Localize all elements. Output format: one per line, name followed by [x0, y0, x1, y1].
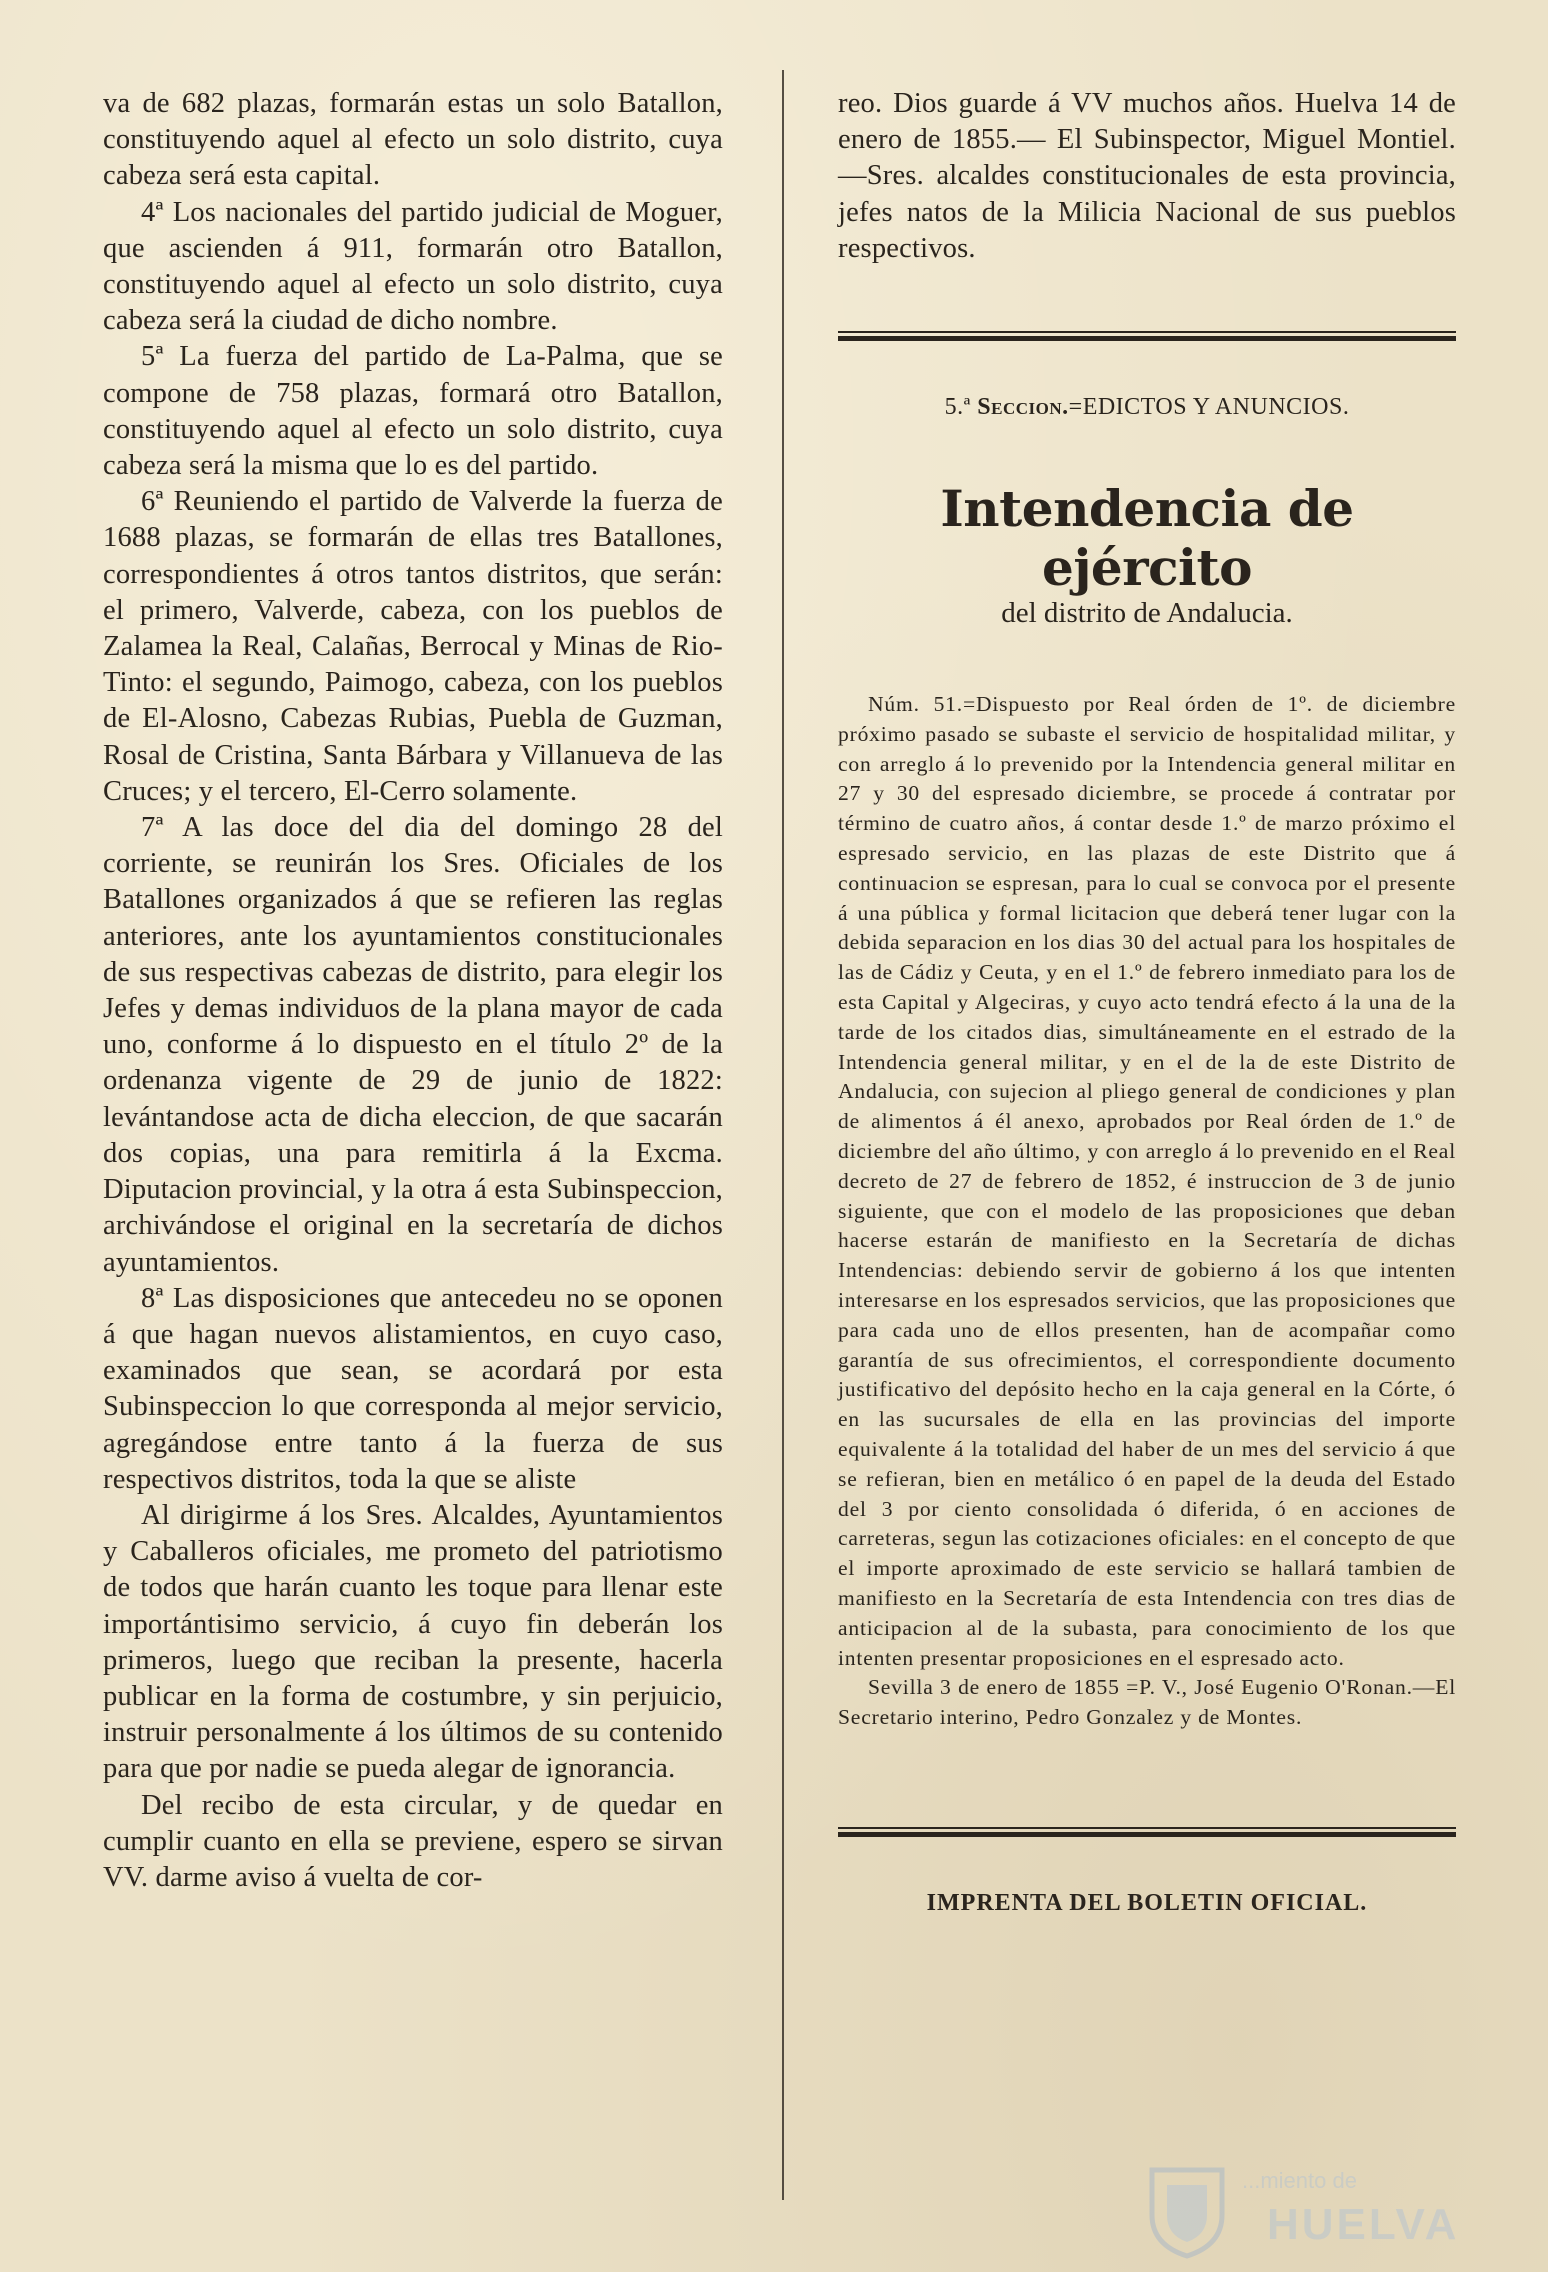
article-paragraph: 4ª Los nacionales del partido judicial de Moguer, que ascienden á 911, formarán otro Batallon, constituyendo aquel al efecto un solo distrito, cuya cabeza será la ciudad de dicho nombre.: [103, 196, 723, 337]
section-title: =EDICTOS Y ANUNCIOS.: [1068, 394, 1350, 421]
section-number: 5.ª: [944, 394, 971, 421]
article-paragraph: 5ª La fuerza del partido de La-Palma, que se compone de 758 plazas, formará otro Batallon, constituyendo aquel al efecto un solo distrito, cuya cabeza será la misma que lo es del partido.: [103, 341, 723, 482]
notice-subtitle: del distrito de Andalucia.: [1001, 597, 1293, 630]
section-label: Seccion.: [977, 394, 1069, 421]
archive-watermark: [1142, 2160, 1472, 2260]
notice-paragraph: Núm. 51.=Dispuesto por Real órden de 1º. de diciembre próximo pasado se subaste el servicio de hospitalidad militar, y con arreglo á lo prevenido por la Intendencia general militar en 27 y 30 del espresado diciembre, se procede á contratar por término de cuatro años, á contar desde 1.º de marzo próximo el espresado servicio, en las plazas de este Distrito que á continuacion se espresan, para lo cual se convoca por el presente á una pública y formal licitacion que deberá tener lugar con la debida separacion en los dias 30 del actual para los hospitales de las de Cádiz y Ceuta, y en el 1.º de febrero inmediato para los de esta Capital y Algeciras, y cuyo acto tendrá efecto á la una de la tarde de los citados dias, simultáneamente en el estrado de la Intendencia general militar, y en el de la de este Distrito de Andalucia, con sujecion al pliego general de condiciones y plan de alimentos á él anexo, aprobados por Real órden de 1.º de diciembre del año último, y con arreglo á lo prevenido en el Real decreto de 27 de febrero de 1852, é instruccion de 3 de junio siguiente, que con el modelo de las proposiciones que deban hacerse estarán de manifiesto en la Secretaría de dichas Intendencias: debiendo servir de gobierno á los que intenten interesarse en los espresados servicios, que las proposiciones que para cada uno de ellos presenten, han de acompañar como garantía de sus ofrecimientos, el correspondiente documento justificativo del depósito hecho en la caja general en la Córte, ó en las sucursales de ella en las provincias del importe equivalente á la totalidad del haber de un mes del servicio á que se refieran, bien en metálico ó en papel de la deuda del Estado del 3 por ciento consolidada ó diferida, ó en acciones de carreteras, segun las cotizaciones oficiales: en el concepto de que el importe aproximado de este servicio se hallará tambien de manifiesto en la Secretaría de esta Intendencia con tres dias de anticipacion al de la subasta, para conocimiento de los que intenten presentar proposiciones en el espresado acto.: [838, 692, 1456, 1670]
notice-paragraph: Sevilla 3 de enero de 1855 =P. V., José Eugenio O'Ronan.—El Secretario interino, Pedro Gonzalez y de Montes.: [838, 1675, 1456, 1730]
left-column: [103, 86, 723, 1896]
article-paragraph: Del recibo de esta circular, y de quedar en cumplir cuanto en ella se previene, espero se sirvan VV. darme aviso á vuelta de cor-: [103, 1789, 723, 1893]
notice-body: [838, 690, 1456, 1733]
article-paragraph: 8ª Las disposiciones que antecedeu no se oponen á que hagan nuevos alistamientos, en cuyo caso, examinados que sean, se acordará por esta Subinspeccion lo que corresponda al mejor servicio, agregándose entre tanto á la fuerza de sus respectivos distritos, toda la que se aliste: [103, 1282, 723, 1495]
coat-of-arms-icon: [1142, 2160, 1232, 2260]
watermark-small-text: ...miento de: [1242, 2168, 1357, 2193]
column-divider: [782, 70, 784, 2200]
section-heading: [838, 394, 1456, 421]
end-divider: [838, 1825, 1456, 1838]
notice-title: Intendencia de ejército: [940, 479, 1354, 598]
section-divider: [838, 329, 1456, 342]
closing-paragraph: reo. Dios guarde á VV muchos años. Huelva 14 de enero de 1855.— El Subinspector, Miguel Montiel.—Sres. alcaldes constitucionales de esta provincia, jefes natos de la Milicia Nacional de sus pueblos respectivos.: [838, 88, 1456, 264]
article-paragraph: Al dirigirme á los Sres. Alcaldes, Ayuntamientos y Caballeros oficiales, me prometo del patriotismo de todos que harán cuanto les toque para llenar este importántisimo servicio, á cuyo fin deberán los primeros, luego que reciban la presente, hacerla publicar en la forma de costumbre, y sin perjuicio, instruir personalmente á los últimos de su contenido para que por nadie se pueda alegar de ignorancia.: [103, 1499, 723, 1785]
article-paragraph: va de 682 plazas, formarán estas un solo Batallon, constituyendo aquel al efecto un solo distrito, cuya cabeza será esta capital.: [103, 88, 723, 192]
printer-imprint: IMPRENTA DEL BOLETIN OFICIAL.: [926, 1889, 1368, 1916]
article-paragraph: 6ª Reuniendo el partido de Valverde la fuerza de 1688 plazas, se formarán de ellas tres Batallones, correspondientes á otros tantos distritos, que serán: el primero, Valverde, cabeza, con los pueblos de Zalamea la Real, Calañas, Berrocal y Minas de Rio-Tinto: el segundo, Paimogo, cabeza, con los pueblos de El-Alosno, Cabezas Rubias, Puebla de Guzman, Rosal de Cristina, Santa Bárbara y Villanueva de las Cruces; y el tercero, El-Cerro solamente.: [103, 486, 723, 807]
watermark-big-text: HUELVA: [1267, 2200, 1460, 2249]
right-column: [838, 86, 1456, 1917]
article-paragraph: 7ª A las doce del dia del domingo 28 del corriente, se reunirán los Sres. Oficiales de los Batallones organizados á que se refieren las reglas anteriores, ante los ayuntamientos constitucionales de sus respectivas cabezas de distrito, para elegir los Jefes y demas individuos de la plana mayor de cada uno, conforme á lo dispuesto en el título 2º de la ordenanza vigente de 29 de junio de 1822: levántandose acta de dicha eleccion, de que sacarán dos copias, una para remitirla á la Excma. Diputacion provincial, y la otra á esta Subinspeccion, archivándose el original en la secretaría de dichos ayuntamientos.: [103, 812, 723, 1278]
